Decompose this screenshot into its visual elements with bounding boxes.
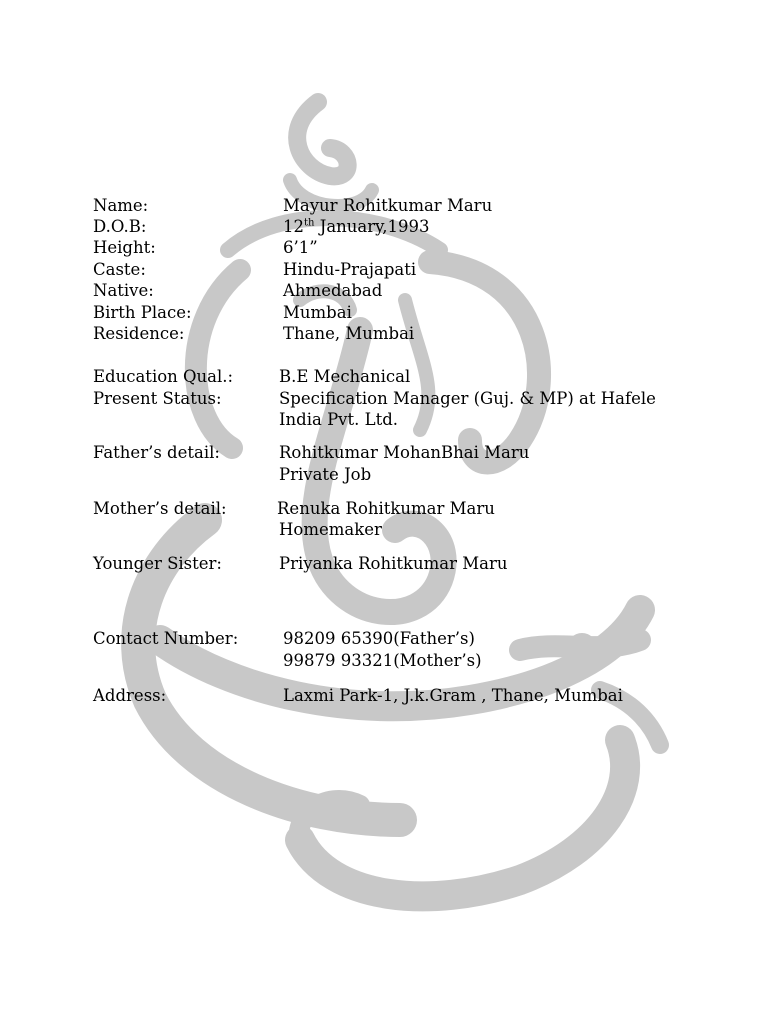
native-value: Ahmedabad xyxy=(283,281,383,300)
father-label: Father’s detail: xyxy=(93,443,220,462)
father-occupation: Private Job xyxy=(279,465,372,484)
residence-value: Thane, Mumbai xyxy=(283,324,415,343)
contact-label: Contact Number: xyxy=(93,629,239,648)
mother-label: Mother’s detail: xyxy=(93,499,227,518)
contact-mother: 99879 93321(Mother’s) xyxy=(283,651,482,670)
name-value: Mayur Rohitkumar Maru xyxy=(283,196,493,215)
caste-label: Caste: xyxy=(93,260,146,279)
sister-label: Younger Sister: xyxy=(93,554,222,573)
caste-value: Hindu-Prajapati xyxy=(283,260,417,279)
sister-value: Priyanka Rohitkumar Maru xyxy=(279,554,508,573)
contact-father: 98209 65390(Father’s) xyxy=(283,629,475,648)
father-name: Rohitkumar MohanBhai Maru xyxy=(279,443,530,462)
height-value: 6’1” xyxy=(283,238,318,257)
present-status-line2: India Pvt. Ltd. xyxy=(279,410,399,429)
education-label: Education Qual.: xyxy=(93,367,234,386)
dob-label: D.O.B: xyxy=(93,217,147,236)
height-label: Height: xyxy=(93,238,156,257)
present-status-line1: Specification Manager (Guj. & MP) at Hafele xyxy=(279,389,656,408)
name-label: Name: xyxy=(93,196,149,215)
residence-label: Residence: xyxy=(93,324,185,343)
native-label: Native: xyxy=(93,281,154,300)
birth-place-label: Birth Place: xyxy=(93,303,192,322)
birth-place-value: Mumbai xyxy=(283,303,352,322)
dob-value: 12th January,1993 xyxy=(283,217,430,236)
dob-day-suffix: th xyxy=(304,217,315,229)
present-status-label: Present Status: xyxy=(93,389,222,408)
education-value: B.E Mechanical xyxy=(279,367,411,386)
address-value: Laxmi Park-1, J.k.Gram , Thane, Mumbai xyxy=(283,686,623,705)
mother-occupation: Homemaker xyxy=(279,520,382,539)
address-label: Address: xyxy=(93,686,167,705)
mother-name: Renuka Rohitkumar Maru xyxy=(277,499,495,518)
